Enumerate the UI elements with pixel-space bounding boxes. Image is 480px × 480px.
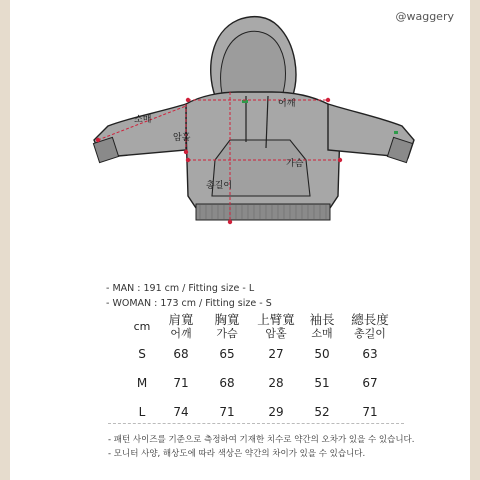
col-header-zh: 肩寬	[168, 312, 194, 327]
value-cell: 52	[314, 405, 330, 419]
col-header-ko: 총길이	[354, 327, 386, 340]
value-cell: 68	[173, 347, 189, 361]
col-header-zh: 袖長	[309, 312, 335, 327]
value-cell: 67	[362, 376, 378, 390]
size-cell: S	[138, 347, 146, 361]
col-header-ko: 소매	[311, 327, 333, 340]
fit-note-woman: - WOMAN : 173 cm / Fitting size - S	[106, 298, 272, 309]
product-size-card	[10, 0, 470, 480]
col-header-zh: 總長度	[351, 312, 389, 327]
fit-note-man: - MAN : 191 cm / Fitting size - L	[106, 283, 255, 294]
brand-watermark: @waggery	[395, 10, 454, 23]
value-cell: 65	[219, 347, 235, 361]
col-header-zh: 上臂寬	[257, 312, 295, 327]
unit-label: cm	[133, 320, 151, 333]
section-divider	[108, 423, 404, 424]
col-header-ko: 암홀	[265, 327, 287, 340]
disclaimer-measurement: - 패턴 사이즈를 기준으로 측정하여 기재한 치수로 약간의 오차가 있을 수 있습니다.	[108, 435, 415, 445]
col-header-ko: 어깨	[170, 327, 192, 340]
value-cell: 71	[362, 405, 378, 419]
value-cell: 51	[314, 376, 330, 390]
chest-label: 가슴	[286, 159, 304, 169]
value-cell: 71	[173, 376, 189, 390]
sleeve-label: 소매	[134, 115, 152, 125]
armhole-label: 암홀	[173, 133, 191, 143]
disclaimer-notes	[108, 433, 414, 461]
table-row	[126, 369, 398, 398]
col-header-zh: 胸寬	[214, 312, 240, 327]
value-cell: 28	[268, 376, 284, 390]
col-header-ko: 가슴	[216, 327, 238, 340]
value-cell: 27	[268, 347, 284, 361]
value-cell: 74	[173, 405, 189, 419]
table-row	[126, 340, 398, 369]
hoodie-measurement-diagram	[10, 0, 470, 240]
value-cell: 50	[314, 347, 330, 361]
size-cell: M	[136, 376, 148, 390]
length-label: 총길이	[206, 181, 233, 191]
value-cell: 68	[219, 376, 235, 390]
fitting-notes	[106, 281, 272, 311]
disclaimer-color: - 모니터 사양, 해상도에 따라 색상은 약간의 차이가 있을 수 있습니다.	[108, 449, 366, 459]
value-cell: 29	[268, 405, 284, 419]
size-cell: L	[138, 405, 146, 419]
value-cell: 71	[219, 405, 235, 419]
shoulder-label: 어깨	[278, 99, 296, 109]
size-table	[126, 313, 398, 427]
value-cell: 63	[362, 347, 378, 361]
